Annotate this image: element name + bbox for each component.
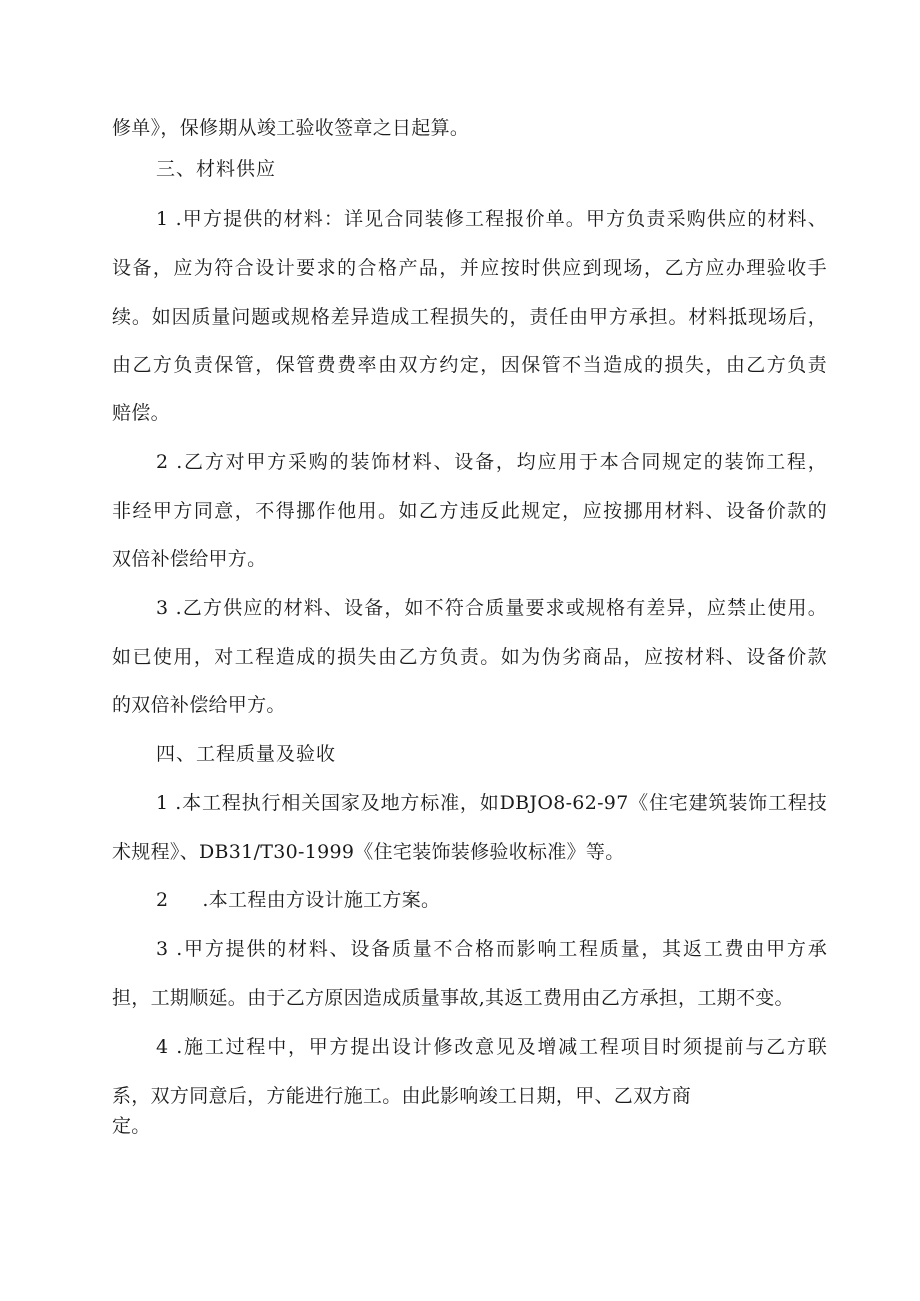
clause-3-1-line: 赔偿。 bbox=[112, 402, 170, 424]
text-line: 修单》，保修期从竣工验收签章之日起算。 bbox=[112, 117, 470, 139]
section-heading-quality: 四、工程质量及验收 bbox=[156, 743, 337, 765]
clause-3-2-line: 非经甲方同意，不得挪作他用。如乙方违反此规定，应按挪用材料、设备价款的 bbox=[112, 500, 827, 522]
clause-3-1-line: 1 .甲方提供的材料：详见合同装修工程报价单。甲方负责采购供应的材料、 bbox=[156, 208, 827, 230]
clause-4-4-line: 4 .施工过程中，甲方提出设计修改意见及增减工程项目时须提前与乙方联 bbox=[156, 1036, 827, 1058]
clause-3-1-line: 设备，应为符合设计要求的合格产品，并应按时供应到现场，乙方应办理验收手 bbox=[112, 257, 827, 279]
clause-text: .本工程由方设计施工方案。 bbox=[202, 889, 441, 911]
clause-4-3-line: 担，工期顺延。由于乙方原因造成质量事故,其返工费用由乙方承担，工期不变。 bbox=[112, 987, 794, 1009]
clause-number: 2 bbox=[156, 889, 169, 911]
clause-3-3-line: 如已使用，对工程造成的损失由乙方负责。如为伪劣商品，应按材料、设备价款 bbox=[112, 646, 827, 668]
clause-4-4-line: 系，双方同意后，方能进行施工。由此影响竣工日期，甲、乙双方商 bbox=[112, 1085, 692, 1107]
clause-4-3-line: 3 .甲方提供的材料、设备质量不合格而影响工程质量，其返工费由甲方承 bbox=[156, 938, 827, 960]
clause-3-2-line: 2 .乙方对甲方采购的装饰材料、设备，均应用于本合同规定的装饰工程， bbox=[156, 451, 827, 473]
clause-3-2-line: 双倍补偿给甲方。 bbox=[112, 548, 267, 570]
clause-4-1-line: 1 .本工程执行相关国家及地方标准，如DBJO8-62-97《住宅建筑装饰工程技 bbox=[156, 792, 827, 814]
clause-3-1-line: 由乙方负责保管，保管费费率由双方约定，因保管不当造成的损失，由乙方负责 bbox=[112, 354, 827, 376]
clause-3-1-line: 续。如因质量问题或规格差异造成工程损失的，责任由甲方承担。材料抵现场后， bbox=[112, 306, 827, 328]
clause-4-1-line: 术规程》、DB31/T30-1999《住宅装饰装修验收标准》等。 bbox=[112, 841, 625, 863]
clause-4-2-line bbox=[156, 888, 827, 912]
clause-4-4-line: 定。 bbox=[112, 1115, 151, 1137]
clause-3-3-line: 的双倍补偿给甲方。 bbox=[112, 694, 286, 716]
section-heading-materials: 三、材料供应 bbox=[156, 158, 277, 180]
clause-3-3-line: 3 .乙方供应的材料、设备，如不符合质量要求或规格有差异，应禁止使用。 bbox=[156, 597, 827, 619]
